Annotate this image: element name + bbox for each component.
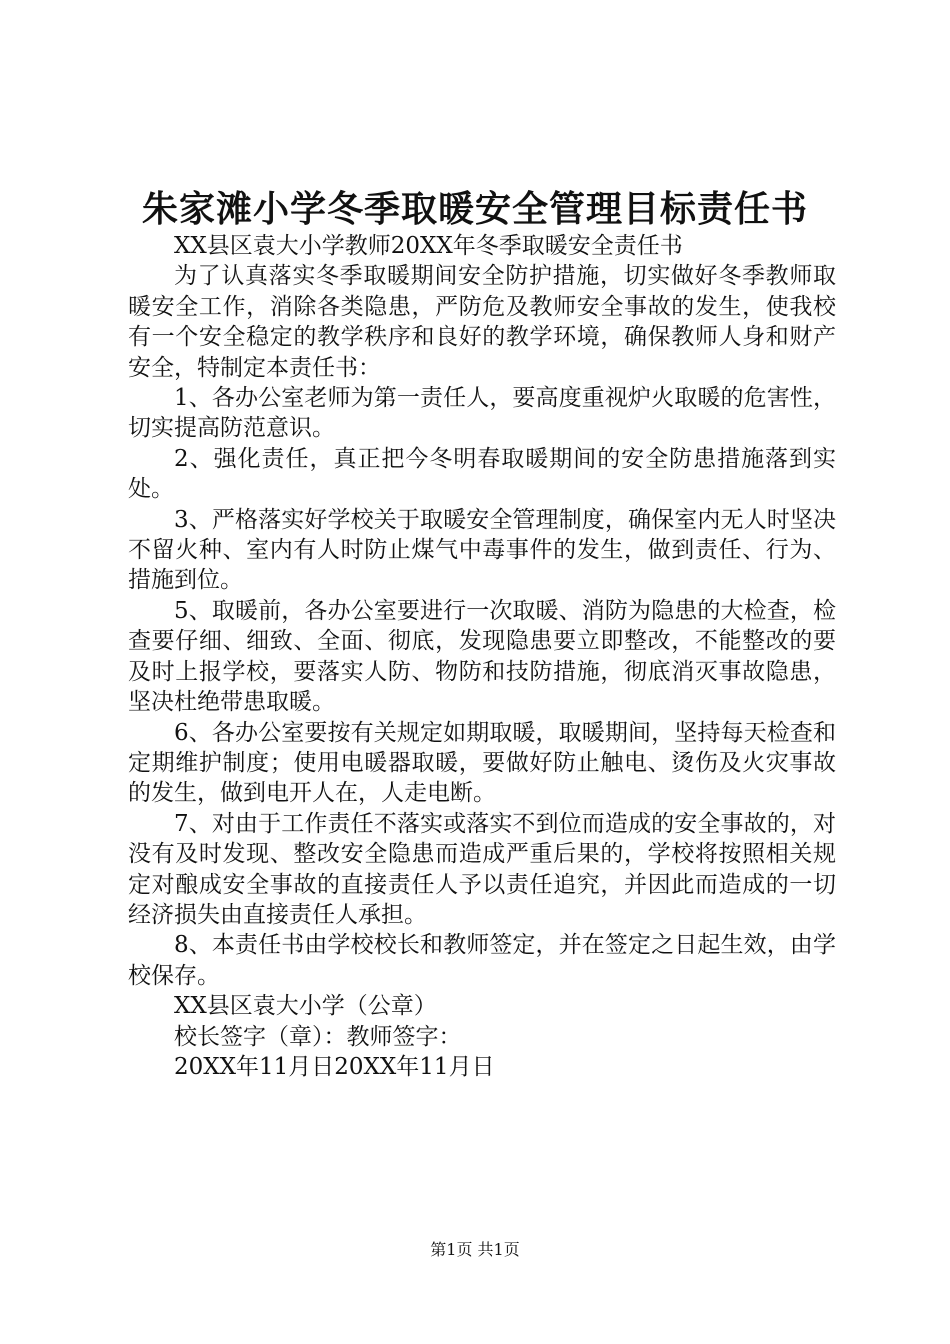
- clause-7: 7、对由于工作责任不落实或落实不到位而造成的安全事故的，对没有及时发现、整改安全隐患而造成严重后果的，学校将按照相关规定对酿成安全事故的直接责任人予以责任追究，并因此而造成的一切经济损失由直接责任人承担。: [128, 810, 836, 928]
- clause-6: 6、各办公室要按有关规定如期取暖，取暖期间，坚持每天检查和定期维护制度；使用电暖器取暖，要做好防止触电、烫伤及火灾事故的发生，做到电开人在，人走电断。: [128, 719, 836, 807]
- intro-paragraph: 为了认真落实冬季取暖期间安全防护措施，切实做好冬季教师取暖安全工作，消除各类隐患，严防危及教师安全事故的发生，使我校有一个安全稳定的教学秩序和良好的教学环境，确保教师人身和财产安全，特制定本责任书：: [128, 263, 836, 381]
- clause-2: 2、强化责任，真正把今冬明春取暖期间的安全防患措施落到实处。: [128, 445, 836, 503]
- document-title: 朱家滩小学冬季取暖安全管理目标责任书: [141, 188, 808, 230]
- clause-5: 5、取暖前，各办公室要进行一次取暖、消防为隐患的大检查，检查要仔细、细致、全面、彻底，发现隐患要立即整改，不能整改的要及时上报学校，要落实人防、物防和技防措施，彻底消灭事故隐患，坚决杜绝带患取暖。: [128, 597, 836, 716]
- signature-line: 校长签字（章）：教师签字：: [174, 1023, 462, 1050]
- school-seal-line: XX县区袁大小学（公章）: [174, 993, 437, 1020]
- clause-8: 8、本责任书由学校校长和教师签定，并在签定之日起生效，由学校保存。: [128, 932, 836, 989]
- document-body: [128, 231, 836, 1082]
- clause-1: 1、各办公室老师为第一责任人，要高度重视炉火取暖的危害性，切实提高防范意识。: [128, 385, 836, 442]
- date-line: 20XX年11月日20XX年11月日: [174, 1053, 495, 1080]
- document-subtitle: XX县区袁大小学教师20XX年冬季取暖安全责任书: [174, 233, 683, 259]
- clause-3: 3、严格落实好学校关于取暖安全管理制度，确保室内无人时坚决不留火种、室内有人时防止煤气中毒事件的发生，做到责任、行为、措施到位。: [128, 506, 836, 594]
- page-number-footer: 第1页 共1页: [430, 1240, 520, 1259]
